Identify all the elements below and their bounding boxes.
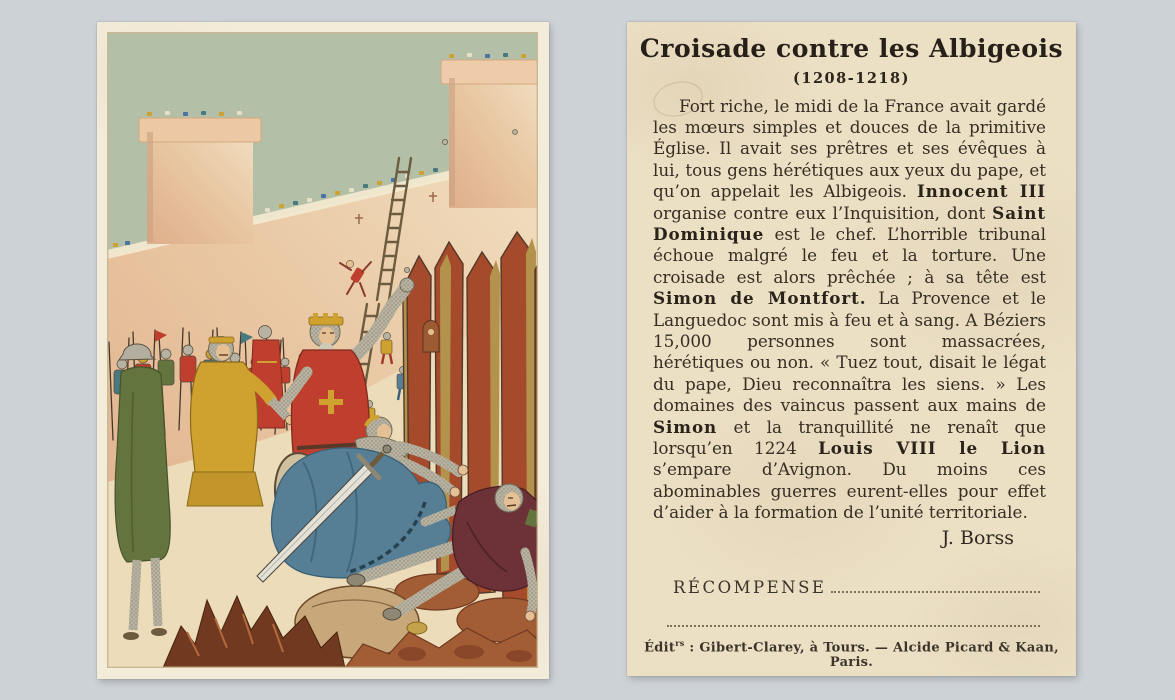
- card-body-text: Fort riche, le midi de la France avait gardé les mœurs simples et douces de la primitive Église. Il avait ses prêtres et ses évêques à lui, tous gens hérétiques aux yeux du pape, et qu’on appelait les Albigeois. Innocent III organise contre eux l’Inquisition, dont Saint Dominique est le chef. L’horrible tribunal échoue malgré le feu et la torture. Une croisade est alors prêchée ; à sa tête est Simon de Montfort. La Provence et le Languedoc sont mis à feu et à sang. A Béziers 15,000 personnes sont massacrées, hérétiques ou non. « Tuez tout, disait le légat du pape, Dieu reconnaîtra les siens. » Les domaines des vaincus passent aux mains de Simon et la tranquillité ne renaît que lorsqu’en 1224 Louis VIII le Lion s’empare d’Avignon. Du moins ces abominables guerres eurent-elles pour effet d’aider à la formation de l’unité territoriale.: [653, 95, 1046, 523]
- publisher-superscript: rs: [675, 638, 685, 648]
- card-subtitle: (1208-1218): [793, 69, 910, 87]
- dotted-rule: [667, 625, 1040, 627]
- right-tower: [441, 53, 538, 208]
- battle-illustration: [107, 32, 538, 668]
- left-tower: [139, 111, 261, 244]
- publisher-rest: : Gibert-Clarey, à Tours. — Alcide Picard & Kaan, Paris.: [684, 640, 1059, 671]
- author-signature: J. Borss: [941, 526, 1014, 549]
- trade-card-front: [97, 22, 549, 679]
- hooded-figure: [423, 321, 439, 353]
- recompense-row: [673, 578, 1040, 597]
- publisher-prefix: Édit: [644, 640, 676, 656]
- recompense-label: RÉCOMPENSE: [673, 578, 827, 597]
- recompense-fill-in-line: [831, 578, 1040, 593]
- card-title: Croisade contre les Albigeois: [639, 34, 1064, 63]
- trade-card-back: [627, 22, 1076, 676]
- publisher-line: [627, 638, 1076, 670]
